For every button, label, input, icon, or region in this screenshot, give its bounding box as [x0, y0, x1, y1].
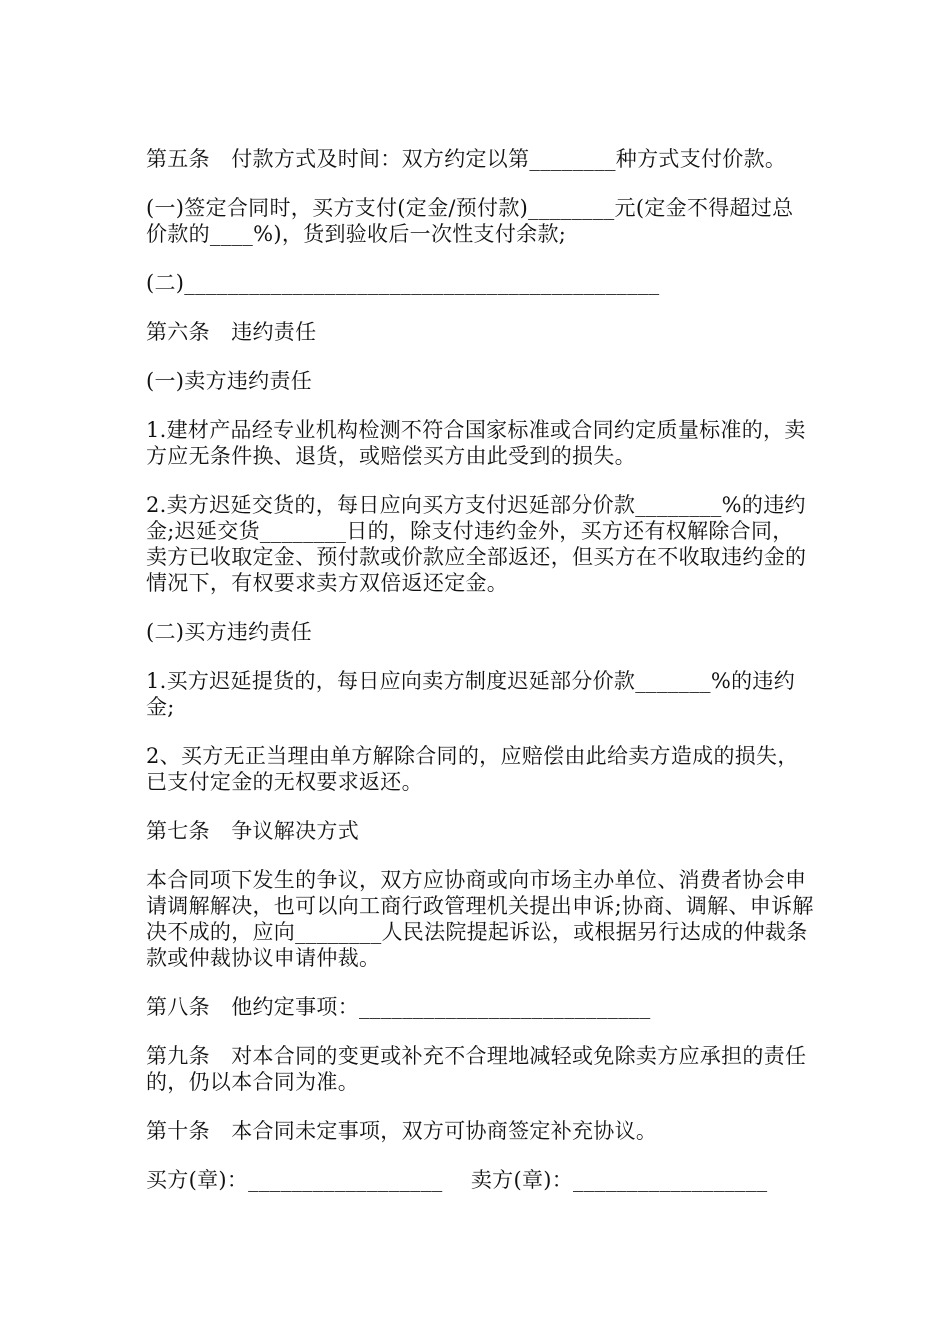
- clause-7-heading: 第七条 争议解决方式: [146, 819, 359, 843]
- clause-5-item-2: (二)____________________________________________: [146, 271, 660, 295]
- clause-6-heading: 第六条 违约责任: [146, 320, 317, 344]
- buyer-liability-item-2: 2、买方无正当理由单方解除合同的，应赔偿由此给卖方造成的损失，已支付定金的无权要求返还。: [146, 744, 799, 794]
- contract-body: [146, 146, 814, 1193]
- buyer-liability-heading: (二)买方违约责任: [146, 620, 313, 644]
- clause-7-body: 本合同项下发生的争议，双方应协商或向市场主办单位、消费者协会申请调解解决，也可以向工商行政管理机关提出申诉;协商、调解、申诉解决不成的，应向________人民法院提起诉讼，或根据另行达成的仲裁条款或仲裁协议申请仲裁。: [146, 868, 814, 970]
- clause-5-payment-method: 第五条 付款方式及时间：双方约定以第________种方式支付价款。: [146, 147, 787, 171]
- signature-line: 买方(章)：__________________ 卖方(章)：__________________: [146, 1168, 768, 1192]
- seller-liability-heading: (一)卖方违约责任: [146, 369, 313, 393]
- clause-8: 第八条 他约定事项：___________________________: [146, 995, 651, 1019]
- clause-9: 第九条 对本合同的变更或补充不合理地减轻或免除卖方应承担的责任的，仍以本合同为准。: [146, 1044, 807, 1094]
- clause-10: 第十条 本合同未定事项，双方可协商签定补充协议。: [146, 1119, 658, 1143]
- seller-liability-item-1: 1.建材产品经专业机构检测不符合国家标准或合同约定质量标准的，卖方应无条件换、退货，或赔偿买方由此受到的损失。: [146, 418, 806, 468]
- buyer-liability-item-1: 1.买方迟延提货的，每日应向卖方制度迟延部分价款_______%的违约金;: [146, 669, 795, 719]
- clause-5-item-1: (一)签定合同时，买方支付(定金/预付款)________元(定金不得超过总价款的____%)，货到验收后一次性支付余款;: [146, 196, 794, 246]
- seller-liability-item-2: 2.卖方迟延交货的，每日应向买方支付迟延部分价款________%的违约金;迟延交货________日的，除支付违约金外，买方还有权解除合同，卖方已收取定金、预付款或价款应全部返还，但买方在不收取违约金的情况下，有权要求卖方双倍返还定金。: [146, 493, 807, 595]
